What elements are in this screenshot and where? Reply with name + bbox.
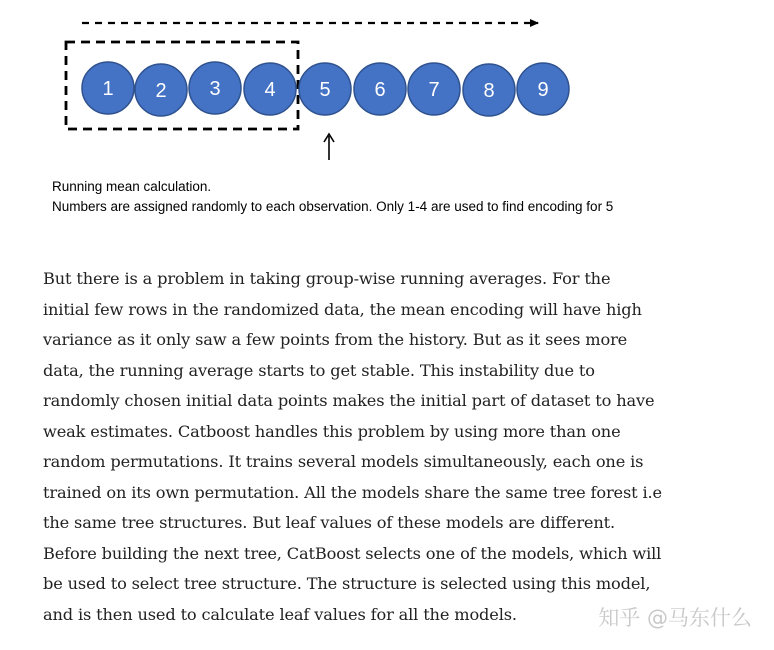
observation-circle-3 (189, 62, 241, 114)
paragraph-line: variance as it only saw a few points from the history. But as it sees more (43, 330, 628, 349)
observation-circle-4 (244, 63, 296, 115)
paragraph-line: be used to select tree structure. The structure is selected using this model, (43, 574, 651, 593)
observation-circle-5 (299, 63, 351, 115)
caption-line-1: Running mean calculation. (52, 179, 212, 194)
circle-label: 9 (537, 79, 549, 101)
figure-caption (52, 177, 752, 217)
circle-label: 1 (102, 78, 114, 100)
caption-line-2: Numbers are assigned randomly to each observation. Only 1-4 are used to find encoding for 5 (52, 199, 614, 214)
circle-label: 5 (319, 79, 331, 101)
circle-label: 6 (374, 79, 386, 101)
observation-circle-6 (354, 63, 406, 115)
observation-circle-9 (517, 63, 569, 115)
paragraph-line: and is then used to calculate leaf values for all the models. (43, 604, 517, 624)
observation-circle-8 (463, 64, 515, 116)
circle-label: 7 (428, 79, 440, 101)
circle-label: 2 (155, 80, 167, 102)
running-mean-diagram (0, 0, 774, 180)
observation-circle-7 (408, 63, 460, 115)
circle-label: 4 (264, 79, 276, 101)
paragraph-line: But there is a problem in taking group-wise running averages. For the (43, 269, 611, 288)
paragraph-line: random permutations. It trains several models simultaneously, each one is (43, 452, 644, 471)
paragraph-line: Before building the next tree, CatBoost selects one of the models, which will (43, 543, 662, 563)
paragraph-line: randomly chosen initial data points makes the initial part of dataset to have (43, 391, 655, 410)
observation-circle-1 (82, 62, 134, 114)
article-paragraph (43, 264, 723, 630)
watermark: 知乎 @马东什么 (598, 606, 752, 630)
paragraph-line: trained on its own permutation. All the models share the same tree forest i.e (43, 482, 662, 502)
circle-label: 3 (209, 78, 221, 100)
paragraph-line: weak estimates. Catboost handles this problem by using more than one (43, 421, 621, 441)
paragraph-line: the same tree structures. But leaf values of these models are different. (43, 513, 615, 532)
observation-circle-2 (135, 64, 187, 116)
paragraph-line: data, the running average starts to get stable. This instability due to (43, 360, 595, 380)
paragraph-line: initial few rows in the randomized data, the mean encoding will have high (43, 299, 642, 319)
circle-label: 8 (483, 80, 495, 102)
observation-circles (82, 62, 569, 116)
